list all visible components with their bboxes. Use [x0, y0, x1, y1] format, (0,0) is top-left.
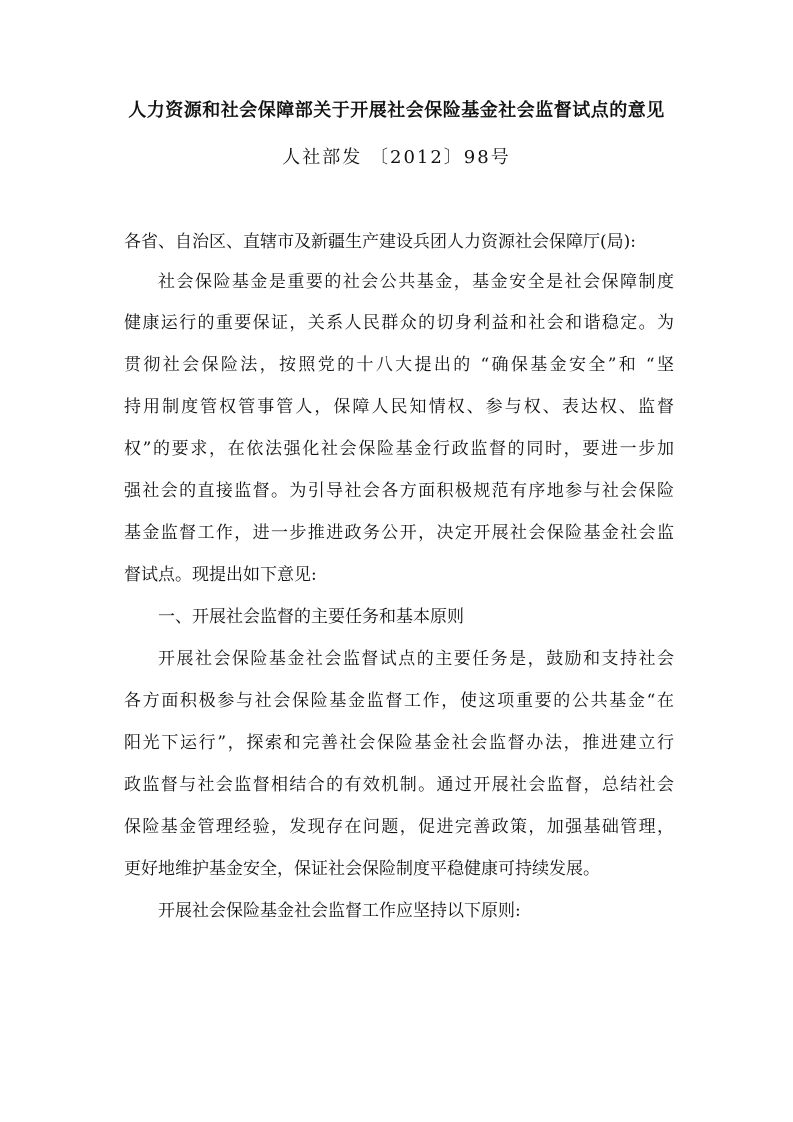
body-line: 健康运行的重要保证，关系人民群众的切身利益和社会和谐稳定。为 — [124, 313, 674, 333]
body-line: 各方面积极参与社会保险基金监督工作，使这项重要的公共基金“在 — [124, 691, 674, 711]
body-line: 强社会的直接监督。为引导社会各方面积极规范有序地参与社会保险 — [124, 481, 674, 501]
addressee-line: 各省、自治区、直辖市及新疆生产建设兵团人力资源社会保障厅(局): — [124, 232, 636, 252]
body-line: 开展社会保险基金社会监督试点的主要任务是，鼓励和支持社会 — [158, 649, 674, 669]
document-number: 人社部发 〔2012〕98号 — [282, 147, 511, 168]
body-line: 更好地维护基金安全，保证社会保险制度平稳健康可持续发展。 — [124, 859, 600, 879]
document-title: 人力资源和社会保障部关于开展社会保险基金社会监督试点的意见 — [128, 100, 665, 121]
body-line: 贯彻社会保险法，按照党的十八大提出的 “确保基金安全”和 “坚 — [124, 355, 674, 375]
body-line: 开展社会保险基金社会监督工作应坚持以下原则: — [158, 901, 521, 921]
body-line: 持用制度管权管事管人，保障人民知情权、参与权、表达权、监督 — [124, 397, 674, 417]
body-line: 政监督与社会监督相结合的有效机制。通过开展社会监督，总结社会 — [124, 775, 674, 795]
body-line: 基金监督工作，进一步推进政务公开，决定开展社会保险基金社会监 — [124, 523, 674, 543]
body-line: 保险基金管理经验，发现存在问题，促进完善政策，加强基础管理， — [124, 817, 674, 837]
body-line: 阳光下运行”，探索和完善社会保险基金社会监督办法，推进建立行 — [124, 733, 674, 753]
body-line: 督试点。现提出如下意见: — [124, 565, 317, 585]
body-line: 权”的要求，在依法强化社会保险基金行政监督的同时，要进一步加 — [124, 439, 674, 459]
body-line: 社会保险基金是重要的社会公共基金，基金安全是社会保障制度 — [158, 272, 674, 292]
section-heading: 一、开展社会监督的主要任务和基本原则 — [158, 607, 464, 627]
